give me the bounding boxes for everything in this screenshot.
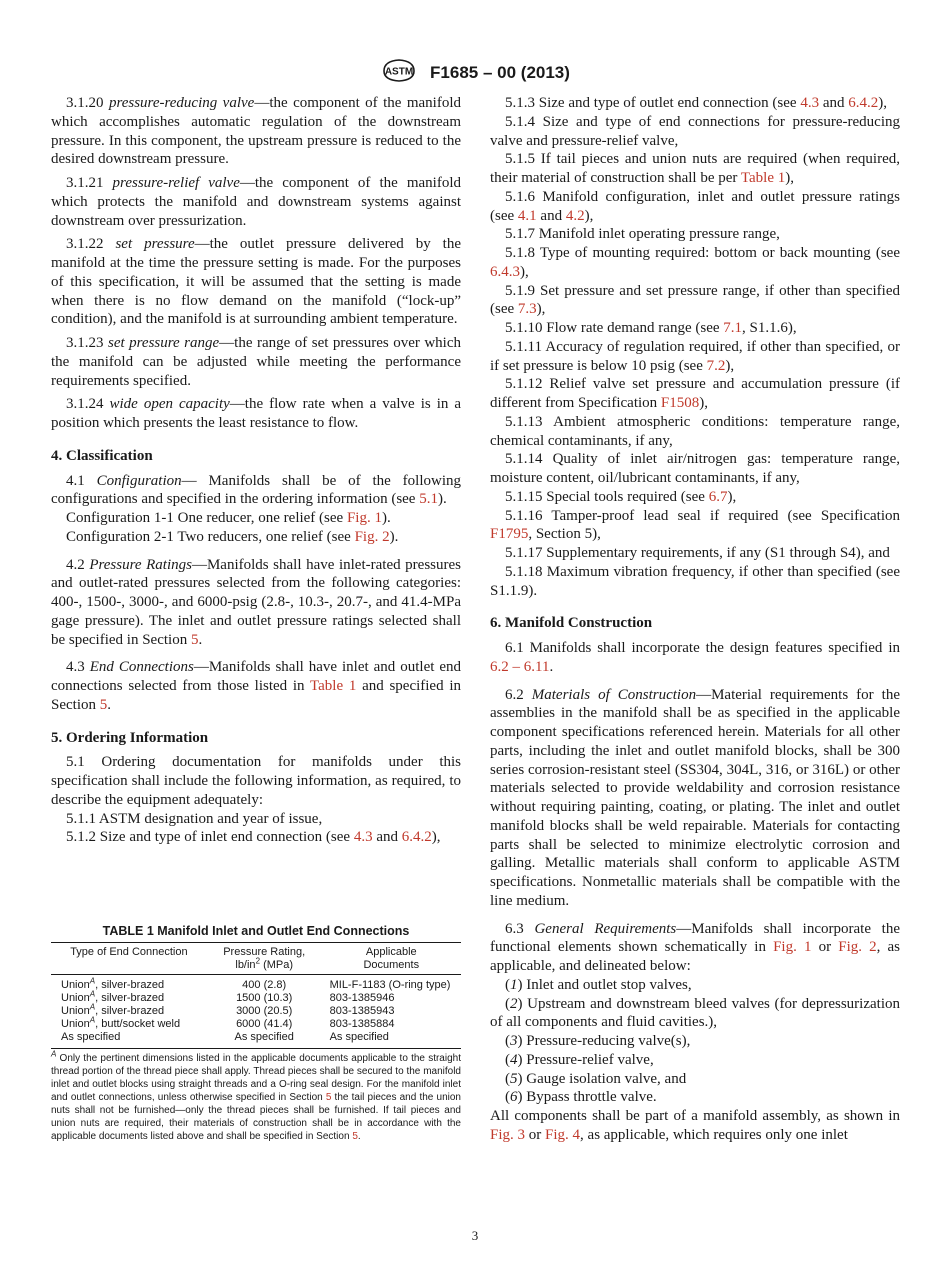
link-fig-4[interactable]: Fig. 4 (545, 1126, 581, 1143)
astm-logo-icon (380, 57, 418, 88)
link-4-3[interactable]: 4.3 (353, 829, 373, 846)
page-header (0, 57, 950, 88)
link-section-5[interactable]: 5 (352, 1131, 358, 1142)
table-row: Union$^A$, butt/socket weld 6000 (41.4) 803-1385884 (61, 1015, 395, 1030)
section-5-1-4: 5.1.4 Size and type of end connections for pressure-reducing valve and pressure-relief valve, (490, 113, 900, 149)
list-item: (1) Inlet and outlet stop valves, (505, 976, 692, 993)
section-5-1: 5.1 Ordering documentation for manifolds under this specification shall include the following information, as required, to describe the equipment adequately: (51, 754, 461, 808)
section-5-1-14: 5.1.14 Quality of inlet air/nitrogen gas: temperature range, moisture content, oil/lubricant contaminants, if any, (490, 451, 900, 486)
section-3-1-20: 3.1.20 pressure-reducing valve—the component of the manifold which accomplishes automatic regulation of the downstream pressure. In this component, the upstream pressure is reduced to the desired downstream pressure. (51, 95, 462, 168)
link-4-1[interactable]: 4.1 (517, 207, 537, 224)
section-5-1-3: 5.1.3 Size and type of outlet end connection (see 4.3 and 6.4.2), (505, 95, 887, 111)
link-7-1[interactable]: 7.1 (723, 320, 743, 336)
section-5-1-2: 5.1.2 Size and type of inlet end connection (see 4.3 and 6.4.2), (66, 829, 441, 846)
link-table-1[interactable]: Table 1 (740, 170, 786, 186)
section-5-1-5: 5.1.5 If tail pieces and union nuts are required (when required, their material of construction shall be per Table 1), (490, 151, 900, 186)
right-column (490, 94, 900, 1145)
section-3-1-22: 3.1.22 set pressure—the outlet pressure delivered by the manifold at the time the pressure setting is made. For the purposes of this specification, it will be assumed that the setting is made when there is no flow demand on the manifold (“lock-up” condition), and the manifold is at surrounding ambient temperature. (51, 236, 461, 328)
table-1 (51, 924, 461, 1143)
svg-text:ASTM: ASTM (384, 66, 414, 78)
link-fig-2[interactable]: Fig. 2 (354, 528, 390, 545)
section-4-3: 4.3 End Connections—Manifolds shall have inlet and outlet end connections selected from those listed in Table 1 and specified in Section 5. (51, 659, 462, 713)
table-row: Union$^A$, silver-brazed 3000 (20.5) 803-1385943 (61, 1002, 395, 1017)
col-header-pressure: Pressure Rating, $lb/in^2$ (MPa) (223, 946, 306, 971)
section-5-1-11: 5.1.11 Accuracy of regulation required, if other than specified, or if set pressure is below 10 psig (see 7.2), (490, 338, 900, 374)
link-4-2[interactable]: 4.2 (565, 207, 585, 224)
list-item: (2) Upstream and downstream bleed valves (for depressurization of all components and fluid cavities.), (490, 995, 900, 1031)
section-5-1-18: 5.1.18 Maximum vibration frequency, if other than specified (see S1.1.9). (490, 563, 900, 599)
col-header-type: Type of End Connection (70, 946, 188, 958)
link-6-4-2[interactable]: 6.4.2 (848, 95, 879, 111)
section-4-2: 4.2 Pressure Ratings—Manifolds shall have inlet-rated pressures and outlet-rated pressures selected from the following categories: 400-, 1500-, 3000-, and 6000-psig (2.8-, 10.3-, 20.7-, and 41.4-MPa gage pressure). The inlet and outlet pressure ratings selected shall be specified in Section 5. (51, 556, 461, 648)
closing-paragraph: All components shall be part of a manifold assembly, as shown in Fig. 3 or Fig. 4, as applicable, which requires only one inlet (490, 1108, 900, 1143)
table-row: As specified As specified As specified (51, 1031, 461, 1049)
table-row: Union$^A$, silver-brazed 1500 (10.3) 803-1385946 (61, 989, 395, 1004)
link-6-7[interactable]: 6.7 (708, 488, 728, 505)
heading-classification: 4. Classification (51, 447, 153, 464)
list-item: (5) Gauge isolation valve, and (505, 1070, 687, 1087)
section-5-1-16: 5.1.16 Tamper-proof lead seal if required (see Specification F1795, Section 5), (490, 507, 900, 543)
link-7-3[interactable]: 7.3 (517, 301, 537, 318)
section-3-1-21: 3.1.21 pressure-relief valve—the component of the manifold which protects the manifold and downstream systems against downstream over pressurization. (51, 175, 461, 229)
link-fig-2[interactable]: Fig. 2 (838, 939, 877, 956)
link-fig-1[interactable]: Fig. 1 (773, 939, 812, 956)
section-5-1-15: 5.1.15 Special tools required (see 6.7), (505, 488, 737, 505)
section-5-1-17: 5.1.17 Supplementary requirements, if any (S1 through S4), and (505, 545, 890, 561)
link-6-4-3[interactable]: 6.4.3 (490, 263, 520, 280)
link-section-5[interactable]: 5 (99, 696, 108, 713)
list-item: (6) Bypass throttle valve. (505, 1089, 657, 1106)
col-header-documents: Applicable Documents (363, 946, 420, 971)
link-7-2[interactable]: 7.2 (706, 357, 726, 374)
link-5-1[interactable]: 5.1 (419, 491, 438, 508)
section-6-1: 6.1 Manifolds shall incorporate the design features specified in 6.2 – 6.11. (490, 640, 900, 675)
heading-manifold-construction: 6. Manifold Construction (490, 615, 653, 632)
section-5-1-13: 5.1.13 Ambient atmospheric conditions: temperature range, chemical contaminants, if any, (490, 413, 900, 449)
section-5-1-7: 5.1.7 Manifold inlet operating pressure range, (505, 226, 780, 243)
section-6-3: 6.3 General Requirements—Manifolds shall incorporate the functional elements shown schematically in Fig. 1 or Fig. 2, as applicable, and delineated below: (490, 920, 901, 974)
table-row: Union$^A$, silver-brazed 400 (2.8) MIL-F-1183 (O-ring type) (61, 976, 451, 991)
link-f1795[interactable]: F1795 (490, 526, 529, 543)
section-3-1-23: 3.1.23 set pressure range—the range of set pressures over which the manifold can be adjusted while meeting the performance requirements specified. (51, 335, 461, 389)
table-footnote: $^A$ Only the pertinent dimensions listed in the applicable documents applicable to the straight thread portion of the thread piece shall apply. Thread pieces shall be secured to the manifold inlet and outlet blocks using straight threads and a O-ring seal design. For the manifold inlet and outlet connections, unless otherwise specified in Section 5 the tail pieces and the union nuts shall not be furnished—only the thread pieces shall be furnished. If tail pieces and union nuts are required, their materials of construction shall be in accordance with the applicable documents listed above and shall be specified in Section 5. (51, 1049, 461, 1142)
document-designation: F1685 – 00 (2013) (430, 62, 570, 82)
link-table-1[interactable]: Table 1 (310, 678, 357, 694)
link-6-4-2[interactable]: 6.4.2 (401, 829, 432, 846)
section-5-1-8: 5.1.8 Type of mounting required: bottom or back mounting (see 6.4.3), (490, 245, 900, 280)
link-4-3[interactable]: 4.3 (800, 95, 820, 111)
link-section-5[interactable]: 5 (325, 1092, 332, 1103)
section-5-1-6: 5.1.6 Manifold configuration, inlet and outlet pressure ratings (see 4.1 and 4.2), (490, 188, 900, 224)
section-4-1: 4.1 Configuration— Manifolds shall be of the following configurations and specified in the ordering information (see 5.1). (51, 472, 462, 508)
link-f1508[interactable]: F1508 (660, 395, 700, 411)
section-5-1-1: 5.1.1 ASTM designation and year of issue, (66, 810, 323, 827)
table-title: TABLE 1 Manifold Inlet and Outlet End Connections (102, 924, 410, 938)
table-end-connections (51, 942, 461, 1049)
link-6-2-6-11[interactable]: 6.2 – 6.11 (490, 658, 550, 675)
table-header-row (51, 943, 461, 975)
left-column (51, 94, 461, 847)
section-5-1-10: 5.1.10 Flow rate demand range (see 7.1, S1.1.6), (505, 320, 797, 336)
section-6-2: 6.2 Materials of Construction—Material requirements for the assemblies in the manifold shall be as specified in the applicable component specifications referenced herein. Materials for all other parts, including the inlet and outlet manifold blocks, shall be 300 series corrosion-resistant steel (SS304, 304L, 316, or 316L) or other materials selected to provide weldability and corrosion resistance without requiring painting, coating, or plating. The inlet and outlet manifold blocks shall be weld repairable. Materials for contacting parts shall be selected to minimize electrolytic corrosion and galling. Metallic materials shall conform to applicable ASTM specifications. Nonmetallic materials shall be compatible with the line medium. (490, 686, 900, 909)
list-item: (3) Pressure-reducing valve(s), (505, 1033, 691, 1049)
page-number: 3 (471, 1228, 479, 1243)
configuration-1-1: Configuration 1-1 One reducer, one relief (see Fig. 1). (66, 510, 391, 526)
link-fig-3[interactable]: Fig. 3 (490, 1126, 526, 1143)
section-5-1-12: 5.1.12 Relief valve set pressure and accumulation pressure (if different from Specification F1508), (490, 376, 900, 411)
list-item: (4) Pressure-relief valve, (505, 1051, 654, 1068)
heading-ordering-information: 5. Ordering Information (51, 729, 209, 746)
configuration-2-1: Configuration 2-1 Two reducers, one relief (see Fig. 2). (66, 528, 399, 545)
section-5-1-9: 5.1.9 Set pressure and set pressure range, if other than specified (see 7.3), (490, 282, 900, 318)
section-3-1-24: 3.1.24 wide open capacity—the flow rate when a valve is in a position which presents the least resistance to flow. (51, 396, 462, 431)
link-fig-1[interactable]: Fig. 1 (346, 510, 382, 526)
link-section-5[interactable]: 5 (190, 631, 199, 648)
